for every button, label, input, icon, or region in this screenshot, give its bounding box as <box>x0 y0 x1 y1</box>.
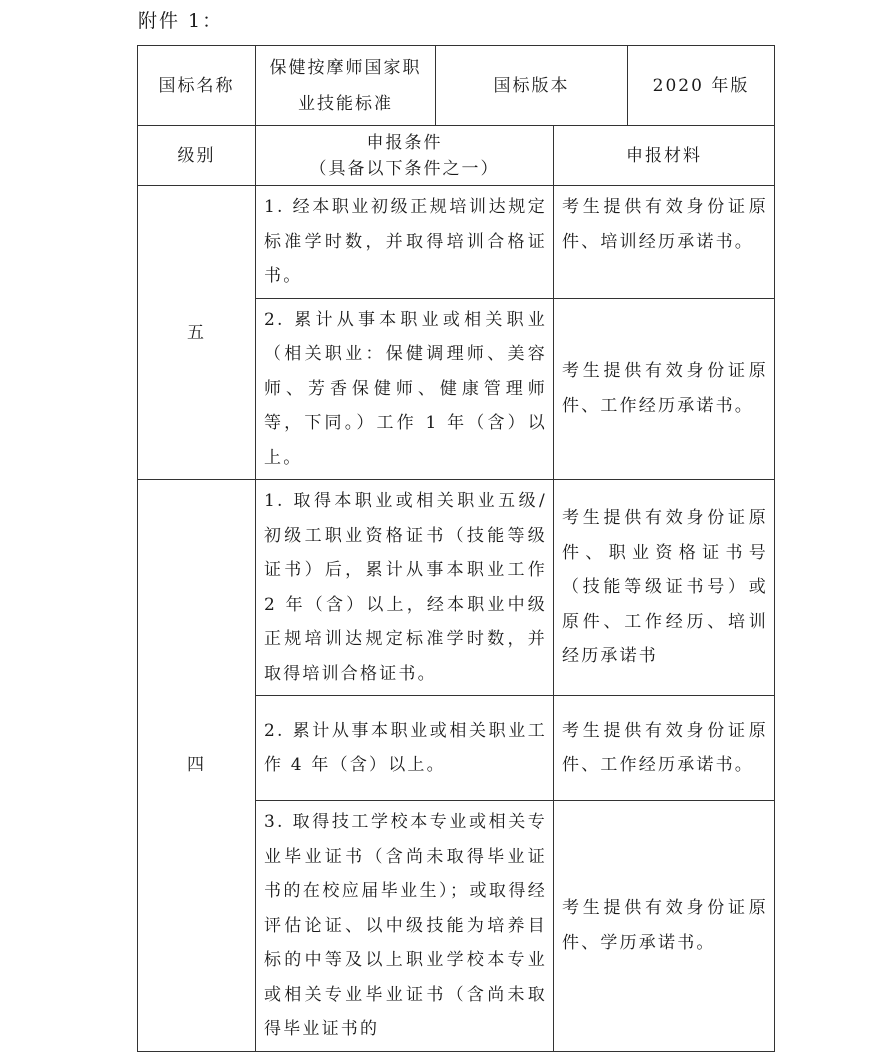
conditions-title: 申报条件 <box>366 132 443 153</box>
table-row <box>138 186 775 299</box>
material-cell: 考生提供有效身份证原件、工作经历承诺书。 <box>554 298 775 480</box>
material-cell: 考生提供有效身份证原件、学历承诺书。 <box>554 801 775 1052</box>
materials-column-header: 申报材料 <box>554 126 775 186</box>
standard-name-label: 国标名称 <box>138 46 256 126</box>
table-row <box>138 480 775 696</box>
header-row <box>138 46 775 126</box>
level-cell: 五 <box>138 186 256 480</box>
condition-cell: 2. 累计从事本职业或相关职业工作 4 年（含）以上。 <box>256 696 554 801</box>
standard-version-value: 2020 年版 <box>628 46 775 126</box>
condition-cell: 2. 累计从事本职业或相关职业（相关职业：保健调理师、美容师、芳香保健师、健康管理师等，下同。）工作 1 年（含）以上。 <box>256 298 554 480</box>
level-column-header: 级别 <box>138 126 256 186</box>
condition-cell: 3. 取得技工学校本专业或相关专业毕业证书（含尚未取得毕业证书的在校应届毕业生）；或取得经评估论证、以中级技能为培养目标的中等及以上职业学校本专业或相关专业毕业证书（含尚未取得毕业证书的 <box>256 801 554 1052</box>
material-cell: 考生提供有效身份证原件、培训经历承诺书。 <box>554 186 775 299</box>
conditions-note: （具备以下条件之一） <box>309 158 500 179</box>
condition-cell: 1. 取得本职业或相关职业五级/初级工职业资格证书（技能等级证书）后，累计从事本职业工作 2 年（含）以上，经本职业中级正规培训达规定标准学时数，并取得培训合格证书。 <box>256 480 554 696</box>
material-cell: 考生提供有效身份证原件、工作经历承诺书。 <box>554 696 775 801</box>
attachment-label: 附件 1： <box>138 10 224 32</box>
conditions-column-header <box>256 126 554 186</box>
standard-version-label: 国标版本 <box>436 46 628 126</box>
material-cell: 考生提供有效身份证原件、职业资格证书号（技能等级证书号）或原件、工作经历、培训经历承诺书 <box>554 480 775 696</box>
column-header-row <box>138 126 775 186</box>
application-requirements-table <box>137 45 775 1052</box>
level-cell: 四 <box>138 480 256 1052</box>
condition-cell: 1. 经本职业初级正规培训达规定标准学时数，并取得培训合格证书。 <box>256 186 554 299</box>
standard-name-value: 保健按摩师国家职业技能标准 <box>256 46 436 126</box>
